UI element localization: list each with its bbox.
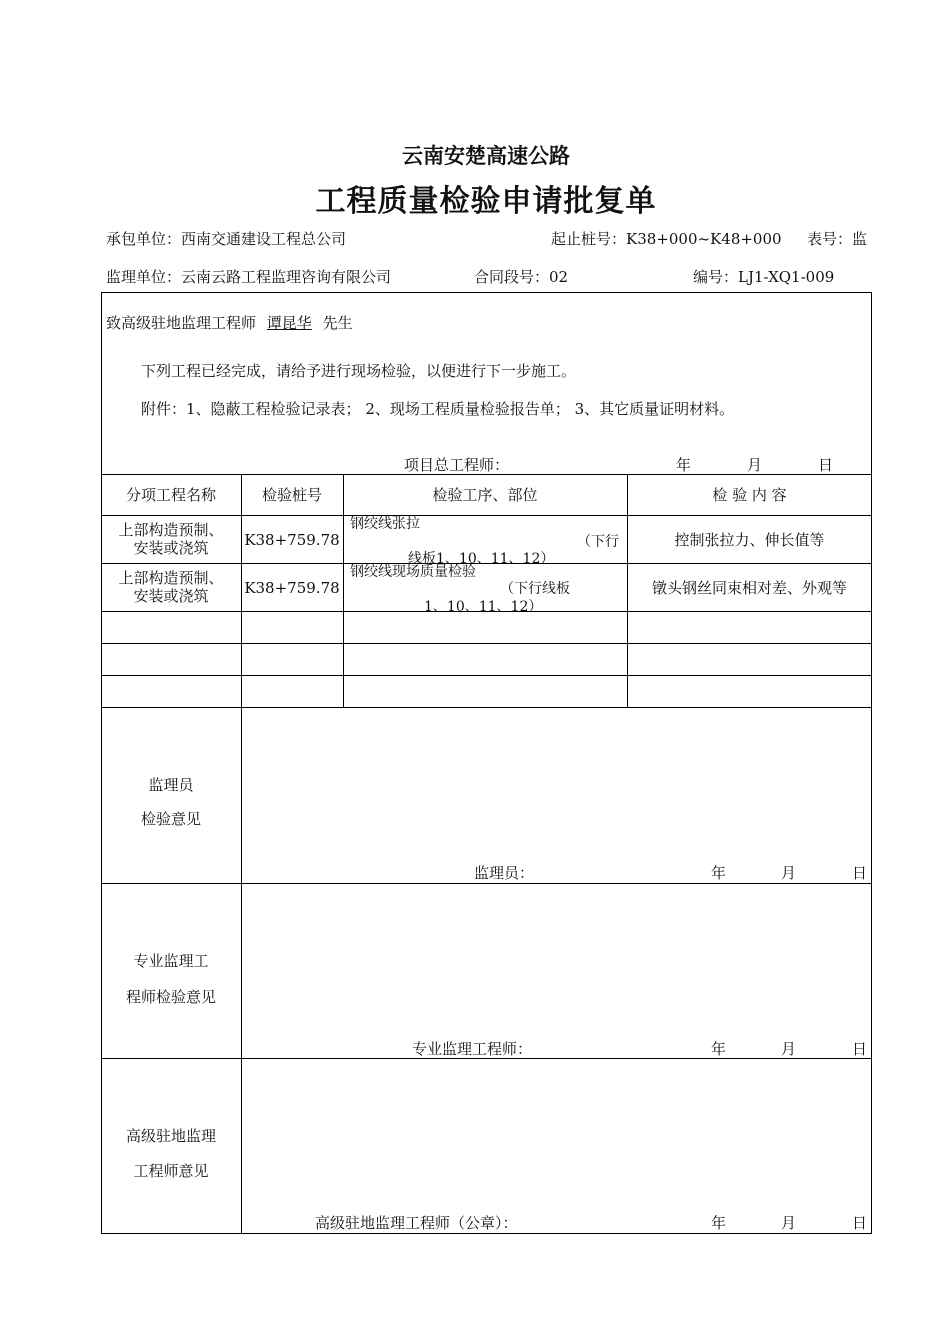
opinion3-day: 日 xyxy=(852,1214,868,1232)
opinion2-day: 日 xyxy=(852,1040,868,1058)
request-text: 下列工程已经完成，请给予进行现场检验，以便进行下一步施工。 xyxy=(141,362,577,380)
engineer-name: 谭昆华 xyxy=(266,314,312,332)
opinion1-year: 年 xyxy=(711,864,727,882)
contract-value: 02 xyxy=(549,268,569,286)
date-day: 日 xyxy=(818,456,834,474)
opinion3-month: 月 xyxy=(781,1214,797,1232)
opinion2-signer: 专业监理工程师： xyxy=(412,1040,533,1058)
divider xyxy=(343,474,344,707)
resident-opinion-label xyxy=(101,1119,241,1189)
row2-name-line1: 上部构造预制、 xyxy=(118,569,224,587)
opinion1-label-line1: 监理员 xyxy=(148,776,194,794)
header-stake: 检验桩号 xyxy=(261,486,322,504)
form-border xyxy=(101,292,872,1234)
supervisor-opinion-label xyxy=(101,768,241,836)
row2-process-b: （下行线板 xyxy=(500,581,570,597)
divider xyxy=(101,675,872,676)
opinion1-label-line2: 检验意见 xyxy=(140,810,201,828)
row2-content: 镦头钢丝同束相对差、外观等 xyxy=(651,579,847,597)
divider xyxy=(241,707,242,1234)
row1-process-a: 钢绞线张拉 xyxy=(350,516,420,532)
opinion2-year: 年 xyxy=(711,1040,727,1058)
row1-content: 控制张拉力、伸长值等 xyxy=(674,531,825,549)
contractor-value: 西南交通建设工程总公司 xyxy=(181,230,347,248)
chief-engineer-label: 项目总工程师： xyxy=(404,456,510,474)
contract-label: 合同段号： xyxy=(474,268,550,286)
divider xyxy=(101,883,872,884)
row1-stake: K38+759.78 xyxy=(244,531,340,549)
row2-process-c: 1、10、11、12） xyxy=(424,599,543,615)
salutation xyxy=(106,312,353,333)
supervisor-row xyxy=(106,266,391,287)
salutation-prefix: 致高级驻地监理工程师 xyxy=(106,314,257,332)
opinion3-year: 年 xyxy=(711,1214,727,1232)
opinion2-label-line2: 程师检验意见 xyxy=(125,988,216,1006)
row1-process-b: （下行 xyxy=(577,534,619,550)
divider xyxy=(101,707,872,708)
form-number-row xyxy=(807,228,870,249)
row1-name-line2: 安装或浇筑 xyxy=(133,539,209,557)
salutation-suffix: 先生 xyxy=(322,314,353,332)
opinion1-day: 日 xyxy=(852,864,868,882)
stake-value: K38+000~K48+000 xyxy=(626,230,782,248)
opinion3-signer: 高级驻地监理工程师（公章）： xyxy=(315,1214,518,1232)
opinion1-month: 月 xyxy=(781,864,797,882)
opinion3-label-line2: 工程师意见 xyxy=(133,1162,209,1180)
code-label: 编号： xyxy=(693,268,739,286)
divider xyxy=(101,515,872,516)
table-row xyxy=(101,521,241,557)
opinion2-month: 月 xyxy=(781,1040,797,1058)
contractor-row xyxy=(106,228,346,249)
divider xyxy=(101,643,872,644)
header-content: 检 验 内 容 xyxy=(712,486,787,504)
contract-row xyxy=(474,266,568,287)
supervisor-value: 云南云路工程监理咨询有限公司 xyxy=(181,268,392,286)
opinion1-signer: 监理员： xyxy=(474,864,535,882)
row1-name-line1: 上部构造预制、 xyxy=(118,521,224,539)
header-item-name: 分项工程名称 xyxy=(125,486,216,504)
stake-range-row xyxy=(551,228,782,249)
code-value: LJ1-XQ1-009 xyxy=(738,268,835,286)
document-title-line2: 工程质量检验申请批复单 xyxy=(315,184,657,219)
row1-process-c: 线板1、10、11、12） xyxy=(408,551,555,567)
contractor-label: 承包单位： xyxy=(106,230,182,248)
date-month: 月 xyxy=(747,456,763,474)
header-process: 检验工序、部位 xyxy=(432,486,538,504)
row2-name-line2: 安装或浇筑 xyxy=(133,587,209,605)
row2-stake: K38+759.78 xyxy=(244,579,340,597)
document-title-line1: 云南安楚高速公路 xyxy=(402,143,570,168)
opinion3-label-line1: 高级驻地监理 xyxy=(125,1127,216,1145)
code-row xyxy=(693,266,834,287)
attachments-text: 附件：1、隐蔽工程检验记录表； 2、现场工程质量检验报告单； 3、其它质量证明材料。 xyxy=(141,400,735,418)
row2-process-a: 钢绞线现场质量检验 xyxy=(350,564,476,580)
opinion2-label-line1: 专业监理工 xyxy=(133,952,209,970)
form-label: 表号： xyxy=(807,230,853,248)
form-value: 监 xyxy=(852,230,868,248)
table-row xyxy=(101,569,241,605)
date-year: 年 xyxy=(676,456,692,474)
supervisor-label: 监理单位： xyxy=(106,268,182,286)
specialist-opinion-label xyxy=(101,943,241,1015)
stake-label: 起止桩号： xyxy=(551,230,627,248)
